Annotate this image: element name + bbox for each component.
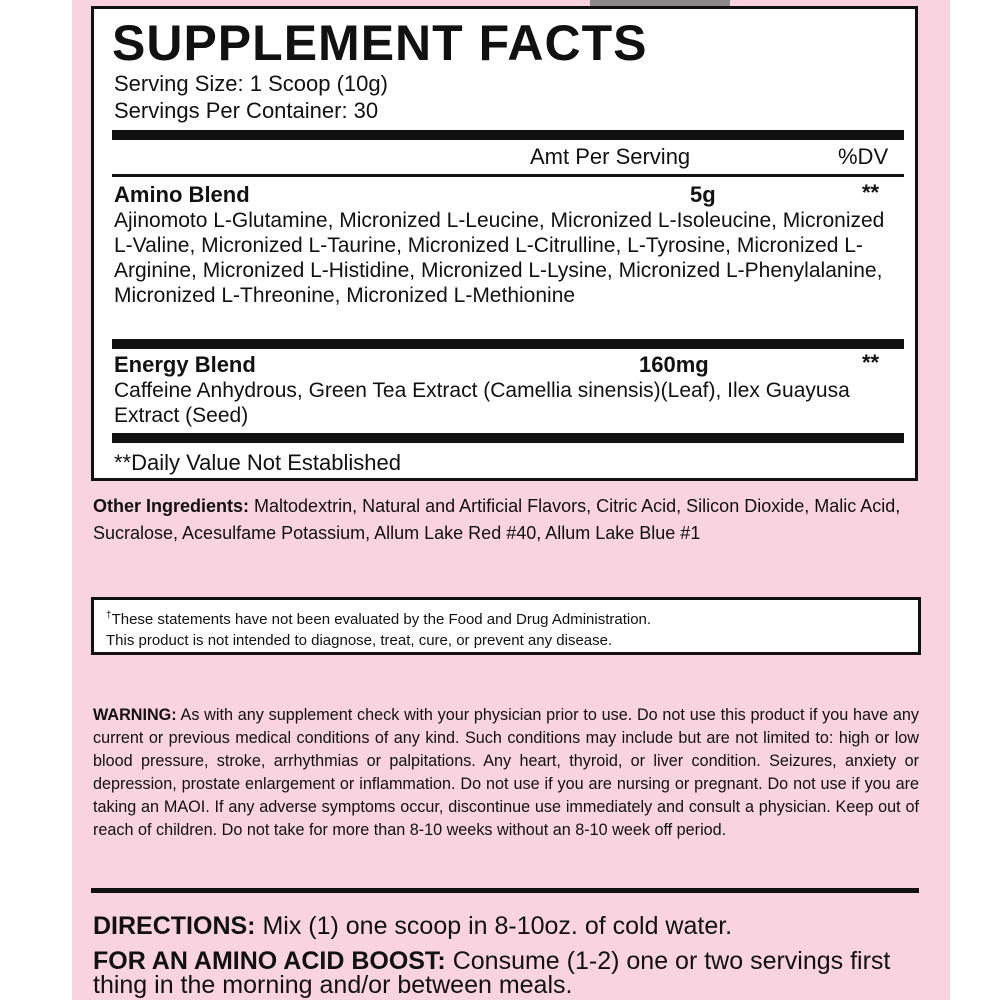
- disclaimer-line-2: This product is not intended to diagnose, treat, cure, or prevent any disease.: [106, 632, 613, 649]
- other-ingredients-label: Other Ingredients:: [93, 496, 250, 516]
- energy-blend-ingredients: Caffeine Anhydrous, Green Tea Extract (Camellia sinensis)(Leaf), Ilex Guayusa Extract (Seed): [114, 379, 850, 427]
- amino-boost-label: FOR AN AMINO ACID BOOST:: [93, 947, 446, 975]
- dagger-mark: †: [106, 610, 112, 621]
- facts-title: SUPPLEMENT FACTS: [112, 15, 648, 71]
- directions-label: DIRECTIONS:: [93, 912, 256, 940]
- section-divider: [91, 888, 919, 893]
- energy-blend-dv: **: [862, 350, 880, 375]
- amino-blend-name: Amino Blend: [114, 182, 250, 207]
- directions-text: Mix (1) one scoop in 8-10oz. of cold water.: [262, 912, 733, 940]
- amount-header: Amt Per Serving: [530, 144, 691, 169]
- amino-blend-ingredients: Ajinomoto L-Glutamine, Micronized L-Leucine, Micronized L-Isoleucine, Micronized L-Valine, Micronized L-Taurine, Micronized L-Citrulline, L-Tyrosine, Micronized L-Arginine, Micronized L-Histidine, Micronized L-Lysine, Micronized L-Phenylalanine, Micronized L-Threonine, Micronized L-Methionine: [114, 209, 885, 307]
- serving-size: Serving Size: 1 Scoop (10g): [114, 71, 388, 96]
- supplement-facts-panel: [91, 6, 918, 481]
- fda-disclaimer: [91, 597, 921, 655]
- warning-section: [93, 704, 919, 842]
- disclaimer-line-1: These statements have not been evaluated by the Food and Drug Administration.: [111, 611, 652, 628]
- thick-divider: [112, 339, 904, 349]
- thick-divider: [112, 433, 904, 443]
- servings-per-container: Servings Per Container: 30: [114, 98, 379, 123]
- thin-divider: [112, 174, 904, 177]
- energy-blend-amount: 160mg: [639, 352, 709, 377]
- dv-header: %DV: [838, 144, 889, 169]
- other-ingredients: [93, 493, 913, 547]
- energy-blend-name: Energy Blend: [114, 352, 256, 377]
- amino-blend-amount: 5g: [690, 182, 716, 207]
- directions: [93, 912, 923, 940]
- thick-divider: [112, 130, 904, 140]
- other-ingredients-text: Maltodextrin, Natural and Artificial Flavors, Citric Acid, Silicon Dioxide, Malic Acid, Sucralose, Acesulfame Potassium, Allum Lake Red #40, Allum Lake Blue #1: [93, 496, 901, 543]
- amino-boost-text: Consume (1-2) one or two servings first thing in the morning and/or between meals.: [93, 947, 891, 999]
- amino-blend-dv: **: [862, 180, 880, 205]
- warning-text: As with any supplement check with your physician prior to use. Do not use this product if you have any current or previous medical conditions of any kind. Such conditions may include but are not limited to: high or low blood pressure, stroke, arrhythmias or palpitations. Any heart, thyroid, or liver condition. Seizures, anxiety or depression, prostate enlargement or inflammation. Do not use if you are nursing or pregnant. Do not use if you are taking an MAOI. If any adverse symptoms occur, discontinue use immediately and consult a physician. Keep out of reach of children. Do not take for more than 8-10 weeks without an 8-10 week off period.: [93, 706, 919, 839]
- warning-label: WARNING:: [93, 706, 177, 724]
- amino-boost: [93, 949, 923, 997]
- dv-footnote: **Daily Value Not Established: [114, 450, 401, 475]
